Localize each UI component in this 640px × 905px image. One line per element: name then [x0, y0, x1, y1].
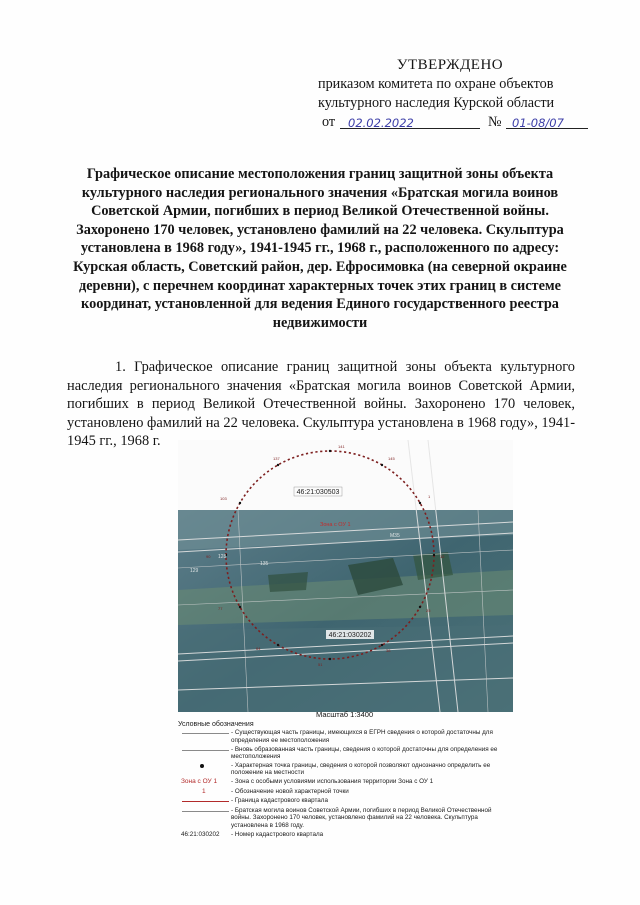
- existing-boundary-line-symbol: [182, 733, 229, 734]
- section-1-paragraph: [67, 358, 575, 451]
- aerial-map: [178, 440, 513, 712]
- legend-item: [178, 778, 513, 786]
- legend-item: [178, 746, 513, 761]
- new-boundary-line-symbol: [182, 750, 229, 751]
- svg-text:103: 103: [220, 496, 227, 501]
- legend-item: [178, 797, 513, 805]
- svg-text:77: 77: [218, 606, 223, 611]
- legend-item-text: - Зона с особыми условиями использования территории Зона с ОУ 1: [231, 778, 434, 786]
- legend-item-text: - Существующая часть границы, имеющихся в ЕГРН сведения о которой достаточны для определения ее местоположения: [231, 729, 493, 744]
- svg-text:25: 25: [426, 608, 431, 613]
- approval-line-2: культурного наследия Курской области: [318, 95, 555, 111]
- legend-item-text: - Братская могила воинов Советской Армии, погибших в период Великой Отечественной войны. Захоронено 170 человек, установлено фамилий на 22 человека. Скульптура установлена в 1968 году.: [231, 806, 492, 829]
- legend-item: [178, 788, 513, 796]
- legend-heading: Условные обозначения: [178, 721, 254, 728]
- section-1-text: 1. Графическое описание границ защитной зоны объекта культурного наследия регионального значения «Братская могила воинов Советской Армии, погибших в период Великой Отечественной войны. Захоронено 170 человек, установлено фамилий на 22 человека. Скульптура установлена в 1968 году», 1941-1945 гг., 1968 г.: [67, 359, 575, 449]
- grave-boundary-symbol: [182, 811, 229, 812]
- point-number-symbol: 1: [202, 787, 206, 795]
- legend-item-text: - Характерная точка границы, сведения о которой позволяют однозначно определить ее положение на местности: [231, 762, 491, 777]
- legend-item-text: - Обозначение новой характерной точки: [231, 787, 349, 795]
- svg-text:145: 145: [388, 456, 395, 461]
- legend-item: [178, 807, 513, 829]
- approval-signature-line: [318, 113, 618, 133]
- handwritten-date: 02.02.2022: [348, 116, 414, 130]
- svg-text:135: 135: [260, 561, 269, 567]
- approval-block: [318, 56, 618, 133]
- legend-item-text: - Граница кадастрового квартала: [231, 797, 328, 805]
- cadastral-block-line-symbol: [182, 801, 229, 802]
- cadastral-number-symbol: 46:21:030202: [181, 830, 220, 838]
- svg-text:137: 137: [273, 456, 280, 461]
- number-label: №: [488, 114, 502, 130]
- block-label-south: 46:21:030202: [328, 632, 372, 639]
- svg-text:51: 51: [318, 662, 323, 667]
- zone-label: Зона с ОУ 1: [320, 522, 351, 528]
- svg-text:141: 141: [338, 444, 345, 449]
- svg-text:129: 129: [190, 568, 199, 574]
- svg-text:38: 38: [386, 648, 391, 653]
- legend-item: [178, 762, 513, 777]
- svg-text:64: 64: [256, 646, 261, 651]
- blank-area: [178, 440, 513, 510]
- approval-title: УТВЕРЖДЕНО: [396, 57, 504, 73]
- svg-text:90: 90: [206, 554, 211, 559]
- map-scale: Масштаб 1:3400: [316, 710, 374, 719]
- svg-text:12: 12: [440, 554, 445, 559]
- svg-text:1: 1: [428, 494, 431, 499]
- block-label-north: 46:21:030503: [296, 489, 340, 496]
- boundary-map-figure: [178, 440, 513, 860]
- document-title: Графическое описание местоположения границ защитной зоны объекта культурного наследия регионального значения «Братская могила воинов Советской Армии, погибших в период Великой Отечественной войны. Захоронено 170 человек, установлено фамилий на 22 человека. Скульптура установлена в 1968 году», 1941-1945 гг., 1968 г., расположенного по адресу: Курская область, Советский район, дер. Ефросимовка (на северной окраине деревни), с перечнем координат характерных точек этих границ в системе координат, установленной для ведения Единого государственного реестра недвижимости: [73, 166, 567, 331]
- handwritten-number: 01-08/07: [512, 116, 564, 130]
- from-label: от: [322, 114, 336, 130]
- boundary-point-symbol: [200, 764, 204, 768]
- map-svg: [178, 440, 513, 712]
- svg-text:128: 128: [218, 554, 227, 560]
- legend-item-text: - Номер кадастрового квартала: [231, 830, 324, 838]
- svg-text:M35: M35: [390, 533, 400, 539]
- legend-item: [178, 831, 513, 839]
- legend-item: [178, 729, 513, 744]
- approval-line-1: приказом комитета по охране объектов: [318, 76, 554, 92]
- map-legend: [178, 721, 513, 840]
- zone-symbol-label: Зона с ОУ 1: [181, 778, 218, 786]
- legend-item-text: - Вновь образованная часть границы, сведения о которой достаточны для определения ее местоположения: [231, 745, 498, 761]
